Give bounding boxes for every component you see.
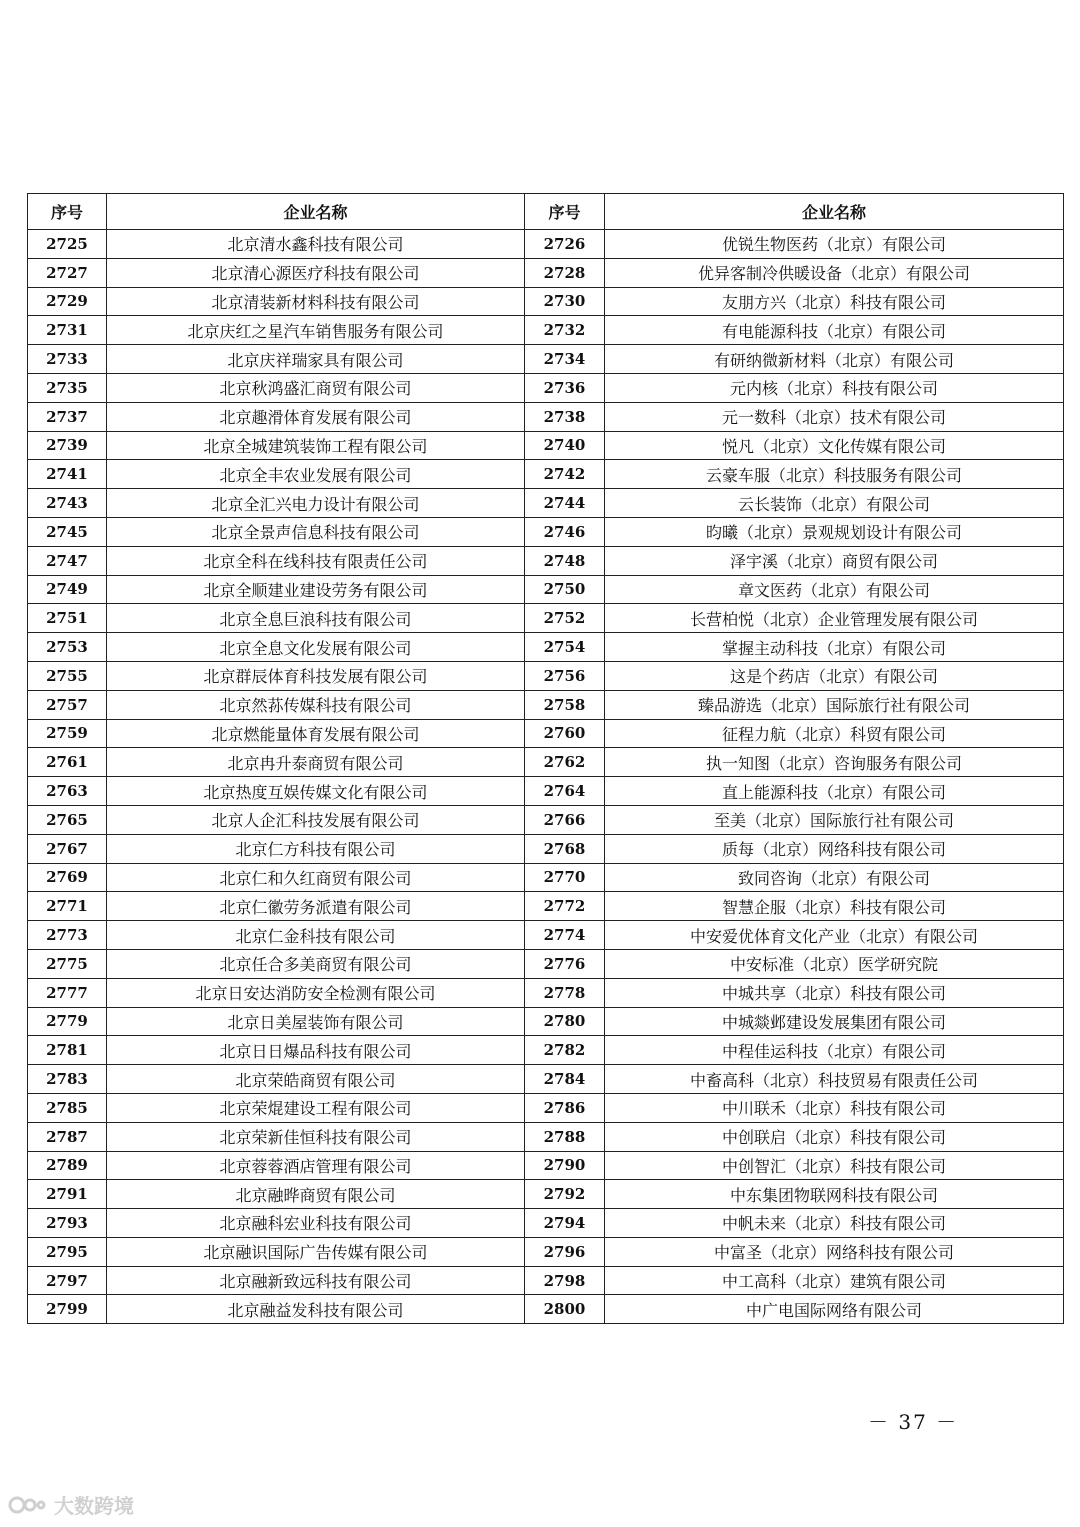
company-name-cell: 北京融晔商贸有限公司 [107,1180,525,1209]
table-row [28,633,1064,662]
serial-cell: 2783 [28,1065,107,1094]
company-name-cell: 掌握主动科技（北京）有限公司 [605,633,1064,662]
company-name-cell: 北京趣滑体育发展有限公司 [107,402,525,431]
serial-cell: 2739 [28,431,107,460]
table-row [28,1036,1064,1065]
company-name-cell: 北京人企汇科技发展有限公司 [107,805,525,834]
serial-cell: 2753 [28,633,107,662]
serial-cell: 2747 [28,546,107,575]
serial-cell: 2755 [28,661,107,690]
serial-cell: 2725 [28,230,107,259]
company-name-cell: 中工高科（北京）建筑有限公司 [605,1266,1064,1295]
table-row [28,1295,1064,1324]
table-row [28,258,1064,287]
company-name-cell: 中广电国际网络有限公司 [605,1295,1064,1324]
serial-cell: 2754 [525,633,605,662]
table-row [28,805,1064,834]
serial-cell: 2738 [525,402,605,431]
serial-cell: 2735 [28,373,107,402]
table-row [28,1237,1064,1266]
serial-cell: 2792 [525,1180,605,1209]
company-name-cell: 这是个药店（北京）有限公司 [605,661,1064,690]
serial-cell: 2731 [28,316,107,345]
serial-cell: 2757 [28,690,107,719]
table-row [28,748,1064,777]
serial-cell: 2759 [28,719,107,748]
serial-cell: 2767 [28,834,107,863]
serial-cell: 2745 [28,517,107,546]
table-row [28,373,1064,402]
company-name-cell: 北京冉升泰商贸有限公司 [107,748,525,777]
table-row [28,460,1064,489]
company-name-cell: 优锐生物医药（北京）有限公司 [605,230,1064,259]
serial-cell: 2778 [525,978,605,1007]
company-name-cell: 北京秋鸿盛汇商贸有限公司 [107,373,525,402]
serial-cell: 2764 [525,777,605,806]
serial-cell: 2785 [28,1093,107,1122]
serial-cell: 2743 [28,489,107,518]
company-name-cell: 北京日日爆品科技有限公司 [107,1036,525,1065]
serial-cell: 2741 [28,460,107,489]
company-name-cell: 北京群辰体育科技发展有限公司 [107,661,525,690]
company-name-cell: 昀曦（北京）景观规划设计有限公司 [605,517,1064,546]
company-name-cell: 北京清水鑫科技有限公司 [107,230,525,259]
serial-cell: 2742 [525,460,605,489]
company-name-cell: 北京全息文化发展有限公司 [107,633,525,662]
serial-cell: 2734 [525,345,605,374]
table-row [28,345,1064,374]
serial-cell: 2773 [28,921,107,950]
serial-cell: 2780 [525,1007,605,1036]
serial-cell: 2729 [28,287,107,316]
company-name-cell: 北京全丰农业发展有限公司 [107,460,525,489]
table-row [28,402,1064,431]
company-name-cell: 北京融识国际广告传媒有限公司 [107,1237,525,1266]
header-serial-right: 序号 [525,194,605,230]
serial-cell: 2784 [525,1065,605,1094]
serial-cell: 2737 [28,402,107,431]
table-row [28,517,1064,546]
table-row [28,863,1064,892]
serial-cell: 2750 [525,575,605,604]
company-name-cell: 北京融科宏业科技有限公司 [107,1209,525,1238]
serial-cell: 2772 [525,892,605,921]
company-name-cell: 北京仁方科技有限公司 [107,834,525,863]
company-name-cell: 优异客制冷供暖设备（北京）有限公司 [605,258,1064,287]
serial-cell: 2749 [28,575,107,604]
company-name-cell: 中城共享（北京）科技有限公司 [605,978,1064,1007]
table-row [28,719,1064,748]
header-serial-left: 序号 [28,194,107,230]
serial-cell: 2756 [525,661,605,690]
serial-cell: 2775 [28,949,107,978]
brand-logo-icon [8,1493,48,1517]
company-name-cell: 质每（北京）网络科技有限公司 [605,834,1064,863]
company-name-cell: 北京全科在线科技有限责任公司 [107,546,525,575]
watermark-text: 大数跨境 [54,1494,134,1518]
company-name-cell: 章文医药（北京）有限公司 [605,575,1064,604]
serial-cell: 2744 [525,489,605,518]
table-row [28,575,1064,604]
serial-cell: 2726 [525,230,605,259]
company-name-cell: 北京全顺建业建设劳务有限公司 [107,575,525,604]
company-name-cell: 北京荣新佳恒科技有限公司 [107,1122,525,1151]
company-name-cell: 泽宇溪（北京）商贸有限公司 [605,546,1064,575]
table-row [28,777,1064,806]
serial-cell: 2779 [28,1007,107,1036]
company-name-cell: 北京融新致远科技有限公司 [107,1266,525,1295]
serial-cell: 2786 [525,1093,605,1122]
serial-cell: 2760 [525,719,605,748]
company-name-cell: 北京融益发科技有限公司 [107,1295,525,1324]
company-name-cell: 有电能源科技（北京）有限公司 [605,316,1064,345]
company-name-cell: 臻品游选（北京）国际旅行社有限公司 [605,690,1064,719]
serial-cell: 2776 [525,949,605,978]
company-table [27,193,1064,1324]
table-row [28,892,1064,921]
watermark [8,1490,134,1519]
serial-cell: 2781 [28,1036,107,1065]
serial-cell: 2782 [525,1036,605,1065]
company-name-cell: 中富圣（北京）网络科技有限公司 [605,1237,1064,1266]
company-name-cell: 北京仁徽劳务派遣有限公司 [107,892,525,921]
company-name-cell: 中川联禾（北京）科技有限公司 [605,1093,1064,1122]
serial-cell: 2732 [525,316,605,345]
serial-cell: 2752 [525,604,605,633]
table-row [28,661,1064,690]
company-name-cell: 直上能源科技（北京）有限公司 [605,777,1064,806]
table-row [28,921,1064,950]
serial-cell: 2761 [28,748,107,777]
table-row [28,834,1064,863]
company-name-cell: 北京燃能量体育发展有限公司 [107,719,525,748]
company-name-cell: 北京蓉蓉酒店管理有限公司 [107,1151,525,1180]
company-name-cell: 中安标准（北京）医学研究院 [605,949,1064,978]
company-name-cell: 友朋方兴（北京）科技有限公司 [605,287,1064,316]
company-name-cell: 至美（北京）国际旅行社有限公司 [605,805,1064,834]
serial-cell: 2788 [525,1122,605,1151]
serial-cell: 2751 [28,604,107,633]
serial-cell: 2758 [525,690,605,719]
table-row [28,1065,1064,1094]
serial-cell: 2727 [28,258,107,287]
table-row [28,316,1064,345]
company-name-cell: 元内核（北京）科技有限公司 [605,373,1064,402]
serial-cell: 2746 [525,517,605,546]
table-row [28,1093,1064,1122]
serial-cell: 2787 [28,1122,107,1151]
company-name-cell: 北京热度互娱传媒文化有限公司 [107,777,525,806]
serial-cell: 2789 [28,1151,107,1180]
company-name-cell: 中创联启（北京）科技有限公司 [605,1122,1064,1151]
serial-cell: 2797 [28,1266,107,1295]
company-name-cell: 征程力航（北京）科贸有限公司 [605,719,1064,748]
company-name-cell: 致同咨询（北京）有限公司 [605,863,1064,892]
table-row [28,1209,1064,1238]
company-name-cell: 北京仁金科技有限公司 [107,921,525,950]
serial-cell: 2796 [525,1237,605,1266]
serial-cell: 2765 [28,805,107,834]
company-name-cell: 中东集团物联网科技有限公司 [605,1180,1064,1209]
serial-cell: 2730 [525,287,605,316]
table-row [28,1266,1064,1295]
company-name-cell: 中畜高科（北京）科技贸易有限责任公司 [605,1065,1064,1094]
header-company-left: 企业名称 [107,194,525,230]
company-name-cell: 悦凡（北京）文化传媒有限公司 [605,431,1064,460]
serial-cell: 2794 [525,1209,605,1238]
serial-cell: 2733 [28,345,107,374]
company-name-cell: 北京全汇兴电力设计有限公司 [107,489,525,518]
serial-cell: 2736 [525,373,605,402]
company-name-cell: 北京全息巨浪科技有限公司 [107,604,525,633]
table-row [28,489,1064,518]
company-name-cell: 执一知图（北京）咨询服务有限公司 [605,748,1064,777]
company-name-cell: 云长装饰（北京）有限公司 [605,489,1064,518]
table-body [28,230,1064,1324]
company-name-cell: 北京清装新材料科技有限公司 [107,287,525,316]
table-row [28,230,1064,259]
serial-cell: 2800 [525,1295,605,1324]
serial-cell: 2770 [525,863,605,892]
table-row [28,1151,1064,1180]
serial-cell: 2748 [525,546,605,575]
serial-cell: 2798 [525,1266,605,1295]
table-row [28,690,1064,719]
company-name-cell: 中创智汇（北京）科技有限公司 [605,1151,1064,1180]
serial-cell: 2766 [525,805,605,834]
company-name-cell: 云豪车服（北京）科技服务有限公司 [605,460,1064,489]
company-name-cell: 北京日安达消防安全检测有限公司 [107,978,525,1007]
company-name-cell: 中安爱优体育文化产业（北京）有限公司 [605,921,1064,950]
page-number: － 37 － [868,1410,959,1434]
header-company-right: 企业名称 [605,194,1064,230]
table-row [28,949,1064,978]
company-name-cell: 北京全城建筑装饰工程有限公司 [107,431,525,460]
table-row [28,431,1064,460]
table-row [28,1122,1064,1151]
serial-cell: 2740 [525,431,605,460]
serial-cell: 2793 [28,1209,107,1238]
company-name-cell: 北京日美屋装饰有限公司 [107,1007,525,1036]
table-row [28,1180,1064,1209]
serial-cell: 2795 [28,1237,107,1266]
company-name-cell: 北京庆祥瑞家具有限公司 [107,345,525,374]
serial-cell: 2774 [525,921,605,950]
company-name-cell: 有研纳微新材料（北京）有限公司 [605,345,1064,374]
table-row [28,604,1064,633]
serial-cell: 2728 [525,258,605,287]
company-name-cell: 北京然荪传媒科技有限公司 [107,690,525,719]
table-row [28,287,1064,316]
company-name-cell: 北京荣焜建设工程有限公司 [107,1093,525,1122]
company-name-cell: 北京全景声信息科技有限公司 [107,517,525,546]
serial-cell: 2762 [525,748,605,777]
serial-cell: 2791 [28,1180,107,1209]
serial-cell: 2799 [28,1295,107,1324]
serial-cell: 2790 [525,1151,605,1180]
serial-cell: 2769 [28,863,107,892]
company-name-cell: 元一数科（北京）技术有限公司 [605,402,1064,431]
company-name-cell: 北京清心源医疗科技有限公司 [107,258,525,287]
company-name-cell: 北京任合多美商贸有限公司 [107,949,525,978]
company-name-cell: 北京荣皓商贸有限公司 [107,1065,525,1094]
serial-cell: 2768 [525,834,605,863]
company-name-cell: 北京仁和久红商贸有限公司 [107,863,525,892]
serial-cell: 2777 [28,978,107,1007]
serial-cell: 2771 [28,892,107,921]
company-name-cell: 中帆未来（北京）科技有限公司 [605,1209,1064,1238]
table-row [28,1007,1064,1036]
table-row [28,978,1064,1007]
company-name-cell: 北京庆红之星汽车销售服务有限公司 [107,316,525,345]
table-header-row [28,194,1064,230]
company-name-cell: 长营柏悦（北京）企业管理发展有限公司 [605,604,1064,633]
company-name-cell: 智慧企服（北京）科技有限公司 [605,892,1064,921]
company-name-cell: 中城燚邺建设发展集团有限公司 [605,1007,1064,1036]
table-row [28,546,1064,575]
company-name-cell: 中程佳运科技（北京）有限公司 [605,1036,1064,1065]
serial-cell: 2763 [28,777,107,806]
